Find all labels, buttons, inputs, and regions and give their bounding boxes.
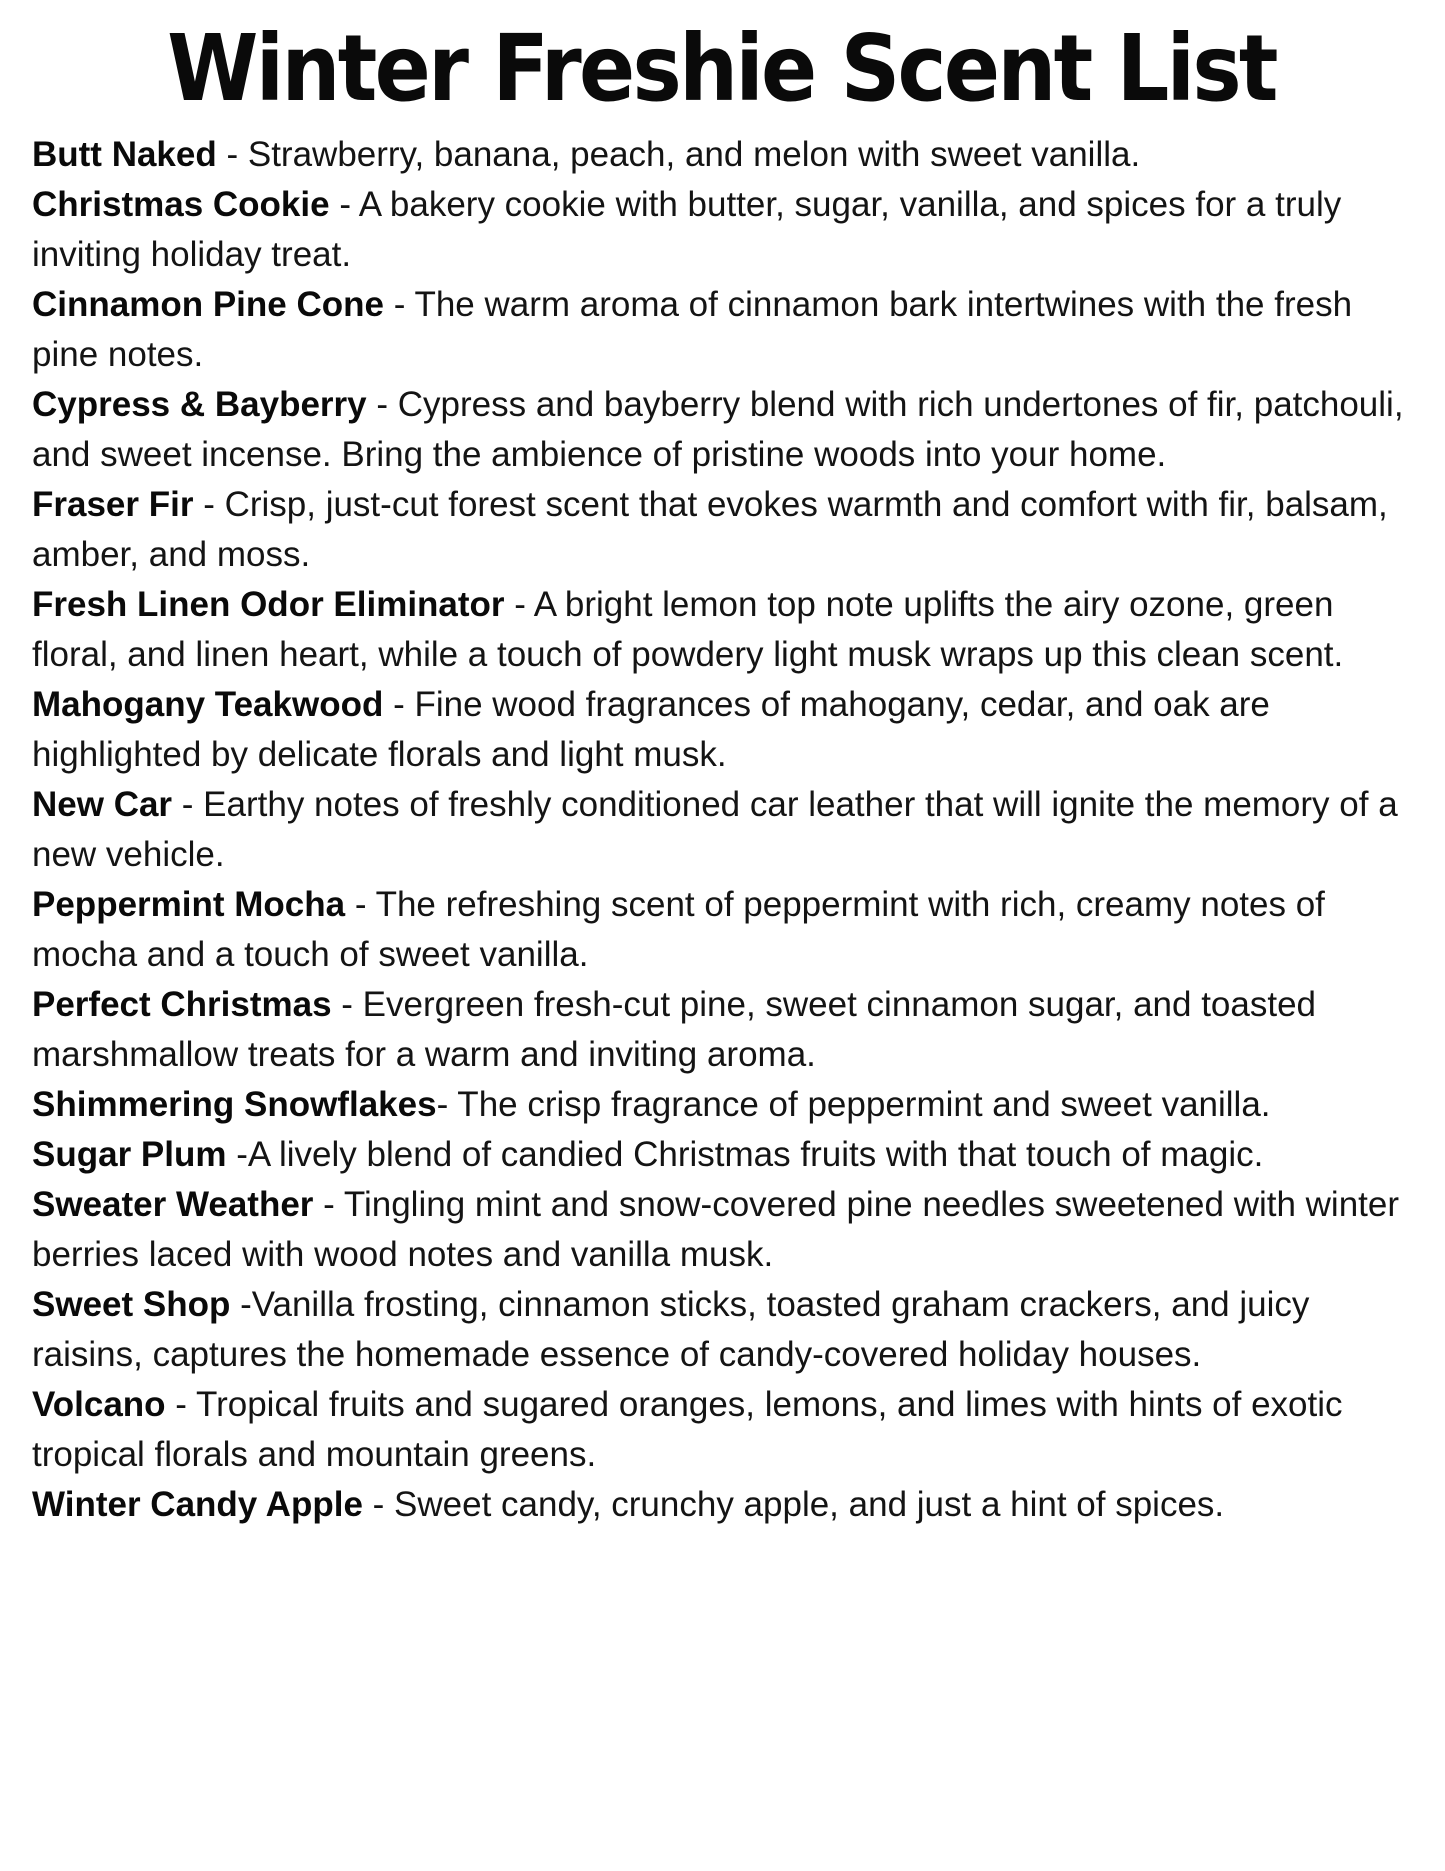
scent-name: Sugar Plum bbox=[32, 1134, 227, 1174]
scent-description: - Cypress and bayberry blend with rich undertones of fir, patchouli, and sweet incense. Bring the ambience of pristine woods into your home. bbox=[32, 384, 1414, 474]
scent-list-item bbox=[32, 980, 1411, 1080]
scent-name: Cinnamon Pine Cone bbox=[32, 284, 384, 324]
scent-list-item bbox=[32, 280, 1411, 380]
scent-description: - A bakery cookie with butter, sugar, vanilla, and spices for a truly inviting holiday treat. bbox=[32, 184, 1351, 274]
scent-description: - Tingling mint and snow-covered pine needles sweetened with winter berries laced with wood notes and vanilla musk. bbox=[32, 1184, 1409, 1274]
scent-list-item bbox=[32, 1380, 1411, 1480]
scent-name: Perfect Christmas bbox=[32, 984, 332, 1024]
scent-description: - Sweet candy, crunchy apple, and just a hint of spices. bbox=[362, 1484, 1225, 1524]
scent-description: - Strawberry, banana, peach, and melon with sweet vanilla. bbox=[216, 134, 1141, 174]
scent-name: Fraser Fir bbox=[32, 484, 194, 524]
scent-list-item bbox=[32, 380, 1414, 480]
scent-list-item bbox=[32, 780, 1411, 880]
scent-name: Mahogany Teakwood bbox=[32, 684, 384, 724]
scent-name: Christmas Cookie bbox=[32, 184, 330, 224]
scent-list-item bbox=[32, 1280, 1411, 1380]
scent-description: -Vanilla frosting, cinnamon sticks, toasted graham crackers, and juicy raisins, captures the homemade essence of candy-covered holiday houses. bbox=[32, 1284, 1320, 1374]
scent-list-item bbox=[32, 880, 1411, 980]
scent-name: Fresh Linen Odor Eliminator bbox=[32, 584, 505, 624]
scent-description: - A bright lemon top note uplifts the airy ozone, green floral, and linen heart, while a touch of powdery light musk wraps up this clean scent. bbox=[32, 584, 1344, 674]
scent-description: -A lively blend of candied Christmas fruits with that touch of magic. bbox=[226, 1134, 1264, 1174]
scent-list-item bbox=[32, 1480, 1411, 1530]
scent-list-item bbox=[32, 480, 1411, 580]
scent-description: - Earthy notes of freshly conditioned car leather that will ignite the memory of a new vehicle. bbox=[32, 784, 1408, 874]
scent-description: - The warm aroma of cinnamon bark intertwines with the fresh pine notes. bbox=[32, 284, 1362, 374]
scent-name: Butt Naked bbox=[32, 134, 217, 174]
page-title: Winter Freshie Scent List bbox=[167, 15, 1276, 122]
scent-description: - The refreshing scent of peppermint with rich, creamy notes of mocha and a touch of sweet vanilla. bbox=[32, 884, 1335, 974]
scent-list-item bbox=[32, 1130, 1411, 1180]
scent-description: - Tropical fruits and sugared oranges, lemons, and limes with hints of exotic tropical florals and mountain greens. bbox=[32, 1384, 1353, 1474]
scent-name: Cypress & Bayberry bbox=[32, 384, 367, 424]
scent-name: Sweet Shop bbox=[32, 1284, 231, 1324]
scent-list-item bbox=[32, 680, 1411, 780]
scent-description: - Evergreen fresh-cut pine, sweet cinnamon sugar, and toasted marshmallow treats for a warm and inviting aroma. bbox=[32, 984, 1326, 1074]
scent-list-item bbox=[32, 130, 1411, 180]
scent-name: Peppermint Mocha bbox=[32, 884, 346, 924]
scent-name: New Car bbox=[32, 784, 173, 824]
scent-list bbox=[32, 130, 1414, 1530]
scent-name: Sweater Weather bbox=[32, 1184, 314, 1224]
scent-description: - Fine wood fragrances of mahogany, cedar, and oak are highlighted by delicate florals and light musk. bbox=[32, 684, 1280, 774]
scent-description: - Crisp, just-cut forest scent that evokes warmth and comfort with fir, balsam, amber, and moss. bbox=[32, 484, 1398, 574]
scent-list-item bbox=[32, 580, 1411, 680]
scent-list-item bbox=[32, 1180, 1411, 1280]
scent-name: Winter Candy Apple bbox=[32, 1484, 363, 1524]
scent-list-item bbox=[32, 180, 1411, 280]
scent-name: Shimmering Snowflakes bbox=[32, 1084, 437, 1124]
scent-list-item bbox=[32, 1080, 1411, 1130]
scent-name: Volcano bbox=[32, 1384, 166, 1424]
scent-description: - The crisp fragrance of peppermint and sweet vanilla. bbox=[436, 1084, 1271, 1124]
